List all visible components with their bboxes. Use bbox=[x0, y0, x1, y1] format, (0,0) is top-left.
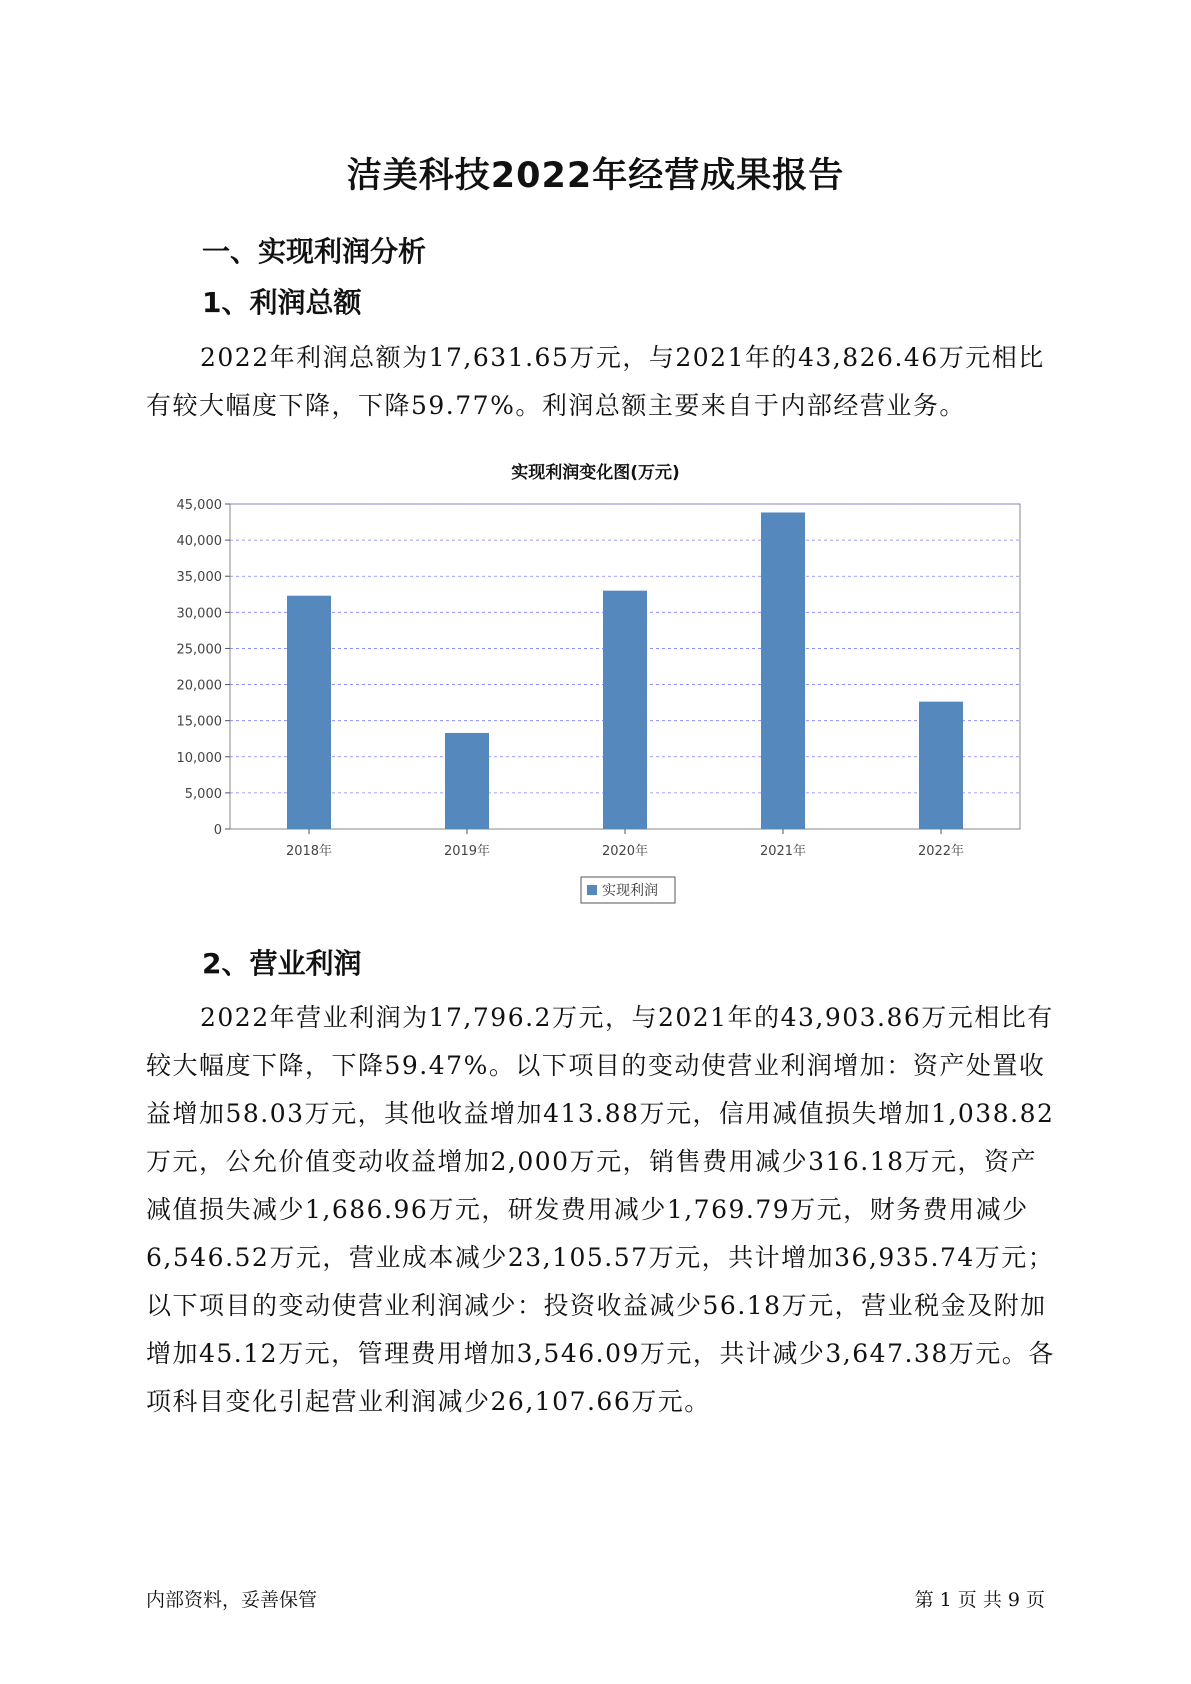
bar-2020年 bbox=[603, 591, 647, 829]
y-tick-label: 40,000 bbox=[176, 534, 222, 550]
section-heading-profit-analysis: 一、实现利润分析 bbox=[202, 235, 427, 268]
paragraph-operating-profit: 2022年营业利润为17,796.2万元，与2021年的43,903.86万元相比有较大幅度下降，下降59.47%。以下项目的变动使营业利润增加：资产处置收益增加58.03万元，其他收益增加413.88万元，信用减值损失增加1,038.82万元，公允价值变动收益增加2,000万元，销售费用减少316.18万元，资产减值损失减少1,686.96万元，研发费用减少1,769.79万元，财务费用减少6,546.52万元，营业成本减少23,105.57万元，共计增加36,935.74万元；以下项目的变动使营业利润减少：投资收益减少56.18万元，营业税金及附加增加45.12万元，管理费用增加3,546.09万元，共计减少3,647.38万元。各项科目变化引起营业利润减少26,107.66万元。 bbox=[146, 1003, 1055, 1416]
subheading-total-profit: 1、利润总额 bbox=[202, 286, 362, 319]
y-tick-label: 15,000 bbox=[176, 714, 222, 730]
y-tick-label: 30,000 bbox=[176, 606, 222, 622]
y-tick-label: 0 bbox=[213, 823, 222, 838]
x-tick-label: 2022年 bbox=[917, 844, 965, 859]
y-tick-label: 20,000 bbox=[176, 678, 222, 694]
y-tick-label: 45,000 bbox=[176, 498, 222, 513]
y-tick-label: 10,000 bbox=[176, 750, 222, 766]
subheading-operating-profit: 2、营业利润 bbox=[202, 947, 362, 980]
y-tick-label: 25,000 bbox=[176, 642, 222, 658]
chart-title: 实现利润变化图(万元) bbox=[511, 463, 680, 483]
footer-confidential-note: 内部资料，妥善保管 bbox=[146, 1589, 318, 1611]
x-tick-label: 2020年 bbox=[601, 844, 649, 859]
x-tick-label: 2021年 bbox=[759, 844, 807, 859]
x-tick-label: 2019年 bbox=[443, 844, 491, 859]
bar-2021年 bbox=[761, 512, 805, 829]
y-tick-label: 35,000 bbox=[176, 570, 222, 586]
bar-2019年 bbox=[445, 733, 489, 829]
profit-bar-chart bbox=[150, 494, 1030, 914]
legend-label: 实现利润 bbox=[602, 883, 658, 899]
bar-2022年 bbox=[919, 702, 963, 829]
footer-page-number: 第 1 页 共 9 页 bbox=[914, 1589, 1045, 1611]
paragraph-total-profit: 2022年利润总额为17,631.65万元，与2021年的43,826.46万元相比有较大幅度下降，下降59.77%。利润总额主要来自于内部经营业务。 bbox=[146, 343, 1045, 420]
report-title: 洁美科技2022年经营成果报告 bbox=[346, 156, 845, 196]
x-tick-label: 2018年 bbox=[285, 844, 333, 859]
legend-swatch bbox=[587, 885, 597, 895]
y-tick-label: 5,000 bbox=[184, 786, 222, 802]
bar-2018年 bbox=[287, 596, 331, 829]
